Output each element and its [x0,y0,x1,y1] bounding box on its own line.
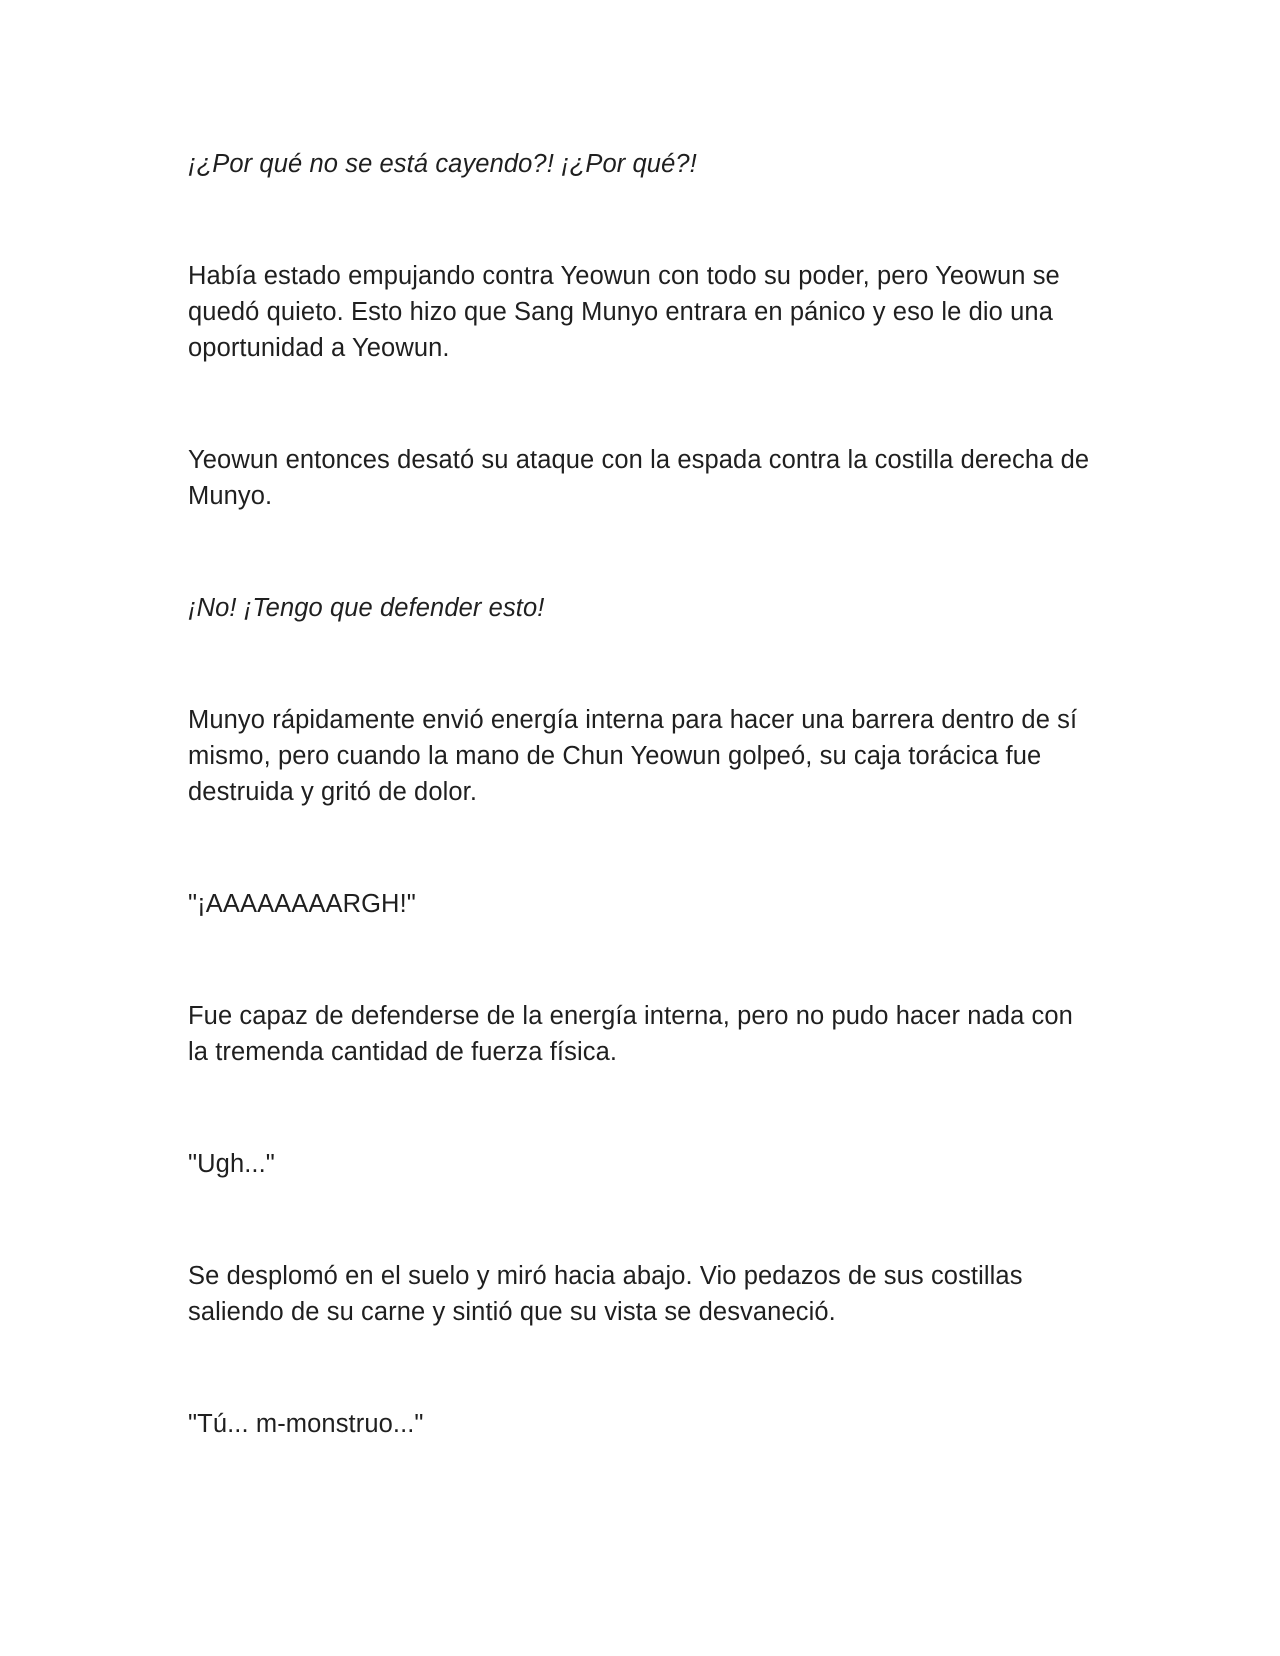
paragraph-10: "Tú... m-monstruo..." [188,1410,424,1438]
paragraph-7: Fue capaz de defenderse de la energía interna, pero no pudo hacer nada con la tremenda cantidad de fuerza física. [188,1002,1073,1066]
paragraph-6: "¡AAAAAAAARGH!" [188,890,416,918]
paragraph-8: "Ugh..." [188,1150,275,1178]
paragraph-9: Se desplomó en el suelo y miró hacia abajo. Vio pedazos de sus costillas saliendo de su carne y sintió que su vista se desvaneció. [188,1262,1023,1326]
paragraph-3: Yeowun entonces desató su ataque con la espada contra la costilla derecha de Munyo. [188,446,1090,510]
paragraph-4: ¡No! ¡Tengo que defender esto! [188,594,545,622]
paragraph-5: Munyo rápidamente envió energía interna para hacer una barrera dentro de sí mismo, pero cuando la mano de Chun Yeowun golpeó, su caja torácica fue destruida y gritó de dolor. [188,706,1078,806]
paragraph-1: ¡¿Por qué no se está cayendo?! ¡¿Por qué?! [188,150,697,178]
paragraph-2: Había estado empujando contra Yeowun con todo su poder, pero Yeowun se quedó quieto. Esto hizo que Sang Munyo entrara en pánico y eso le dio una oportunidad a Yeowun. [188,262,1060,362]
